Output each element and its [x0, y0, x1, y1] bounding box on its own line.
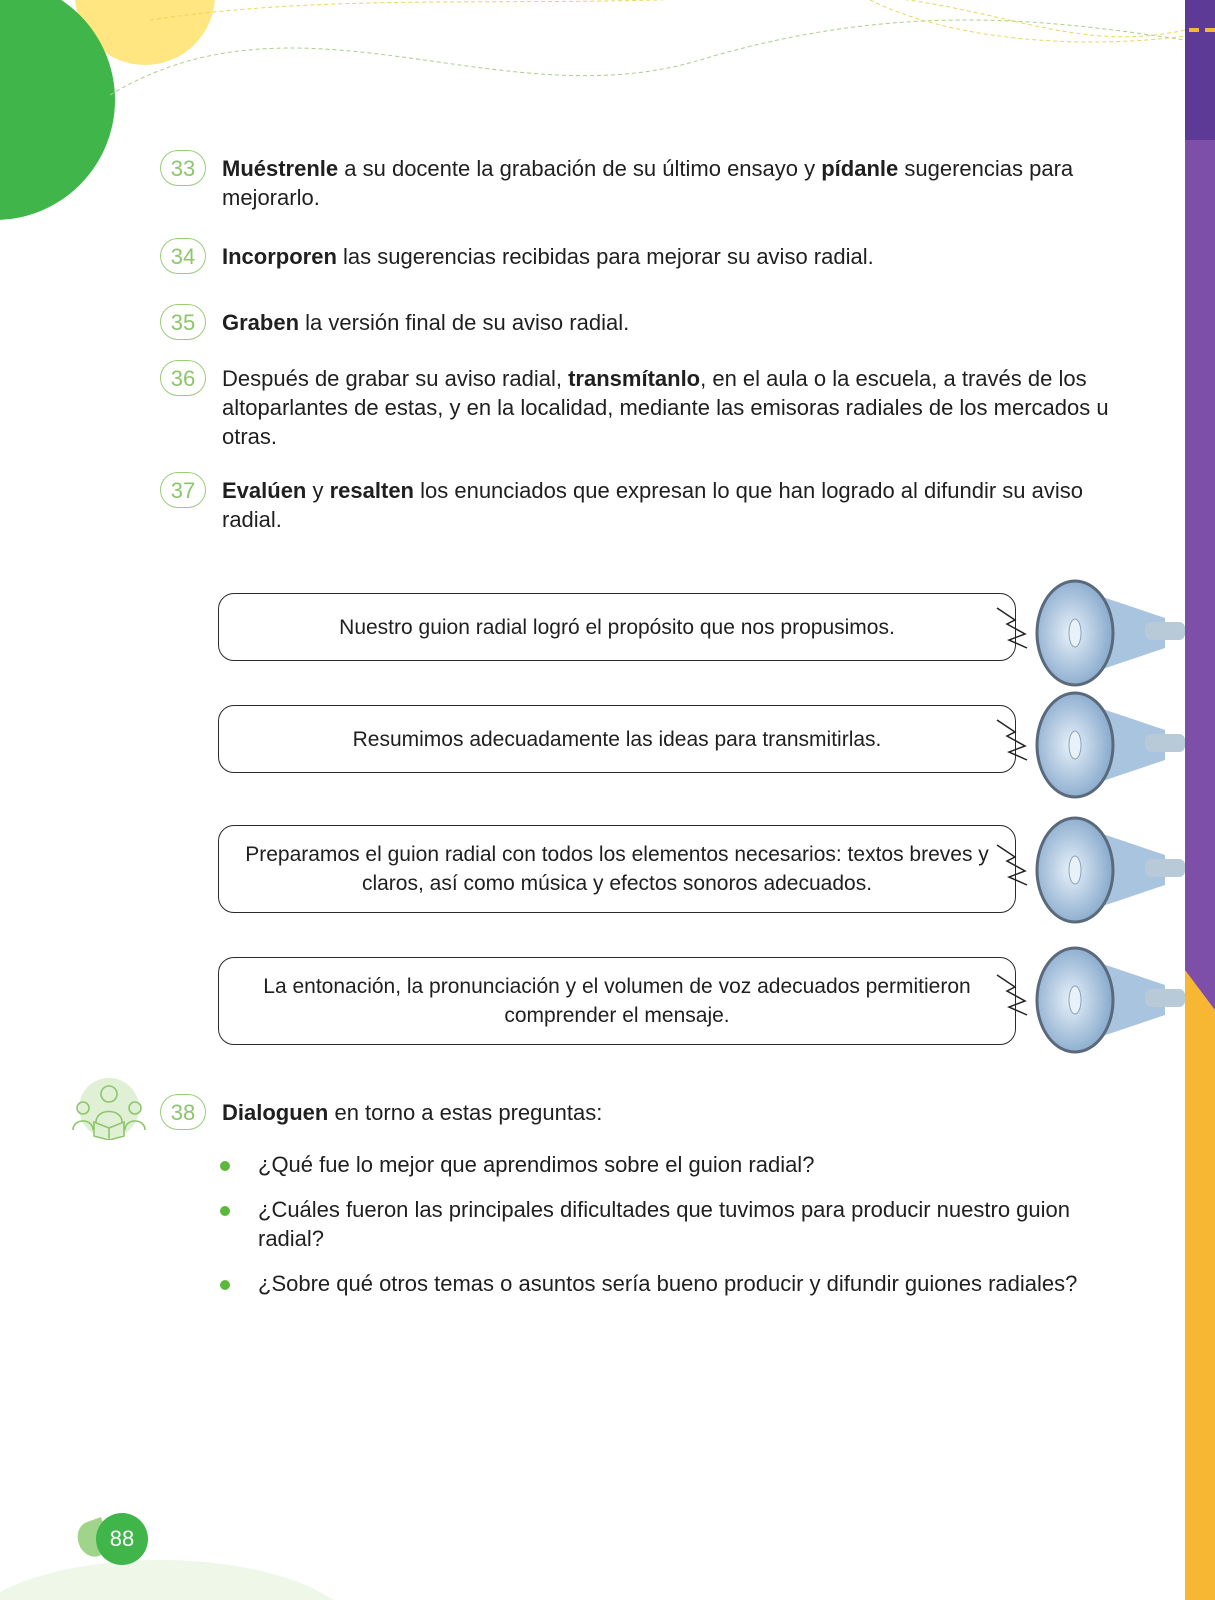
statement-box[interactable] [218, 593, 1016, 661]
step-verb: Dialoguen [222, 1100, 329, 1125]
group-reading-icon [68, 1078, 150, 1140]
megaphone-icon [995, 578, 1185, 688]
megaphone-icon [995, 690, 1185, 800]
step-text: Evalúen y resalten los enunciados que expresan lo que han logrado al difundir su aviso radial. [222, 478, 1084, 532]
bullet-icon [220, 1161, 230, 1171]
step-text: Muéstrenle a su docente la grabación de su último ensayo y pídanle sugerencias para mejorarlo. [222, 156, 1074, 210]
list-item: ¿Sobre qué otros temas o asuntos sería bueno producir y difundir guiones radiales? [218, 1269, 1098, 1298]
bullet-icon [220, 1206, 230, 1216]
step-number: 35 [160, 304, 206, 340]
step-36 [160, 360, 1120, 451]
step-verb: resalten [329, 478, 414, 503]
step-text: Graben la versión final de su aviso radial. [222, 310, 630, 335]
step-verb: transmítanlo [568, 366, 701, 391]
step-verb: Muéstrenle [222, 156, 339, 181]
step-text: Incorporen las sugerencias recibidas para mejorar su aviso radial. [222, 244, 874, 269]
step-35 [160, 304, 1120, 337]
step-verb: Graben [222, 310, 300, 335]
step-number: 36 [160, 360, 206, 396]
step-37 [160, 472, 1120, 534]
statement-box[interactable] [218, 705, 1016, 773]
step-verb: Incorporen [222, 244, 337, 269]
statement-text: La entonación, la pronunciación y el volumen de voz adecuados permitieron comprender el mensaje. [263, 975, 971, 1027]
statement-text: Preparamos el guion radial con todos los elementos necesarios: textos breves y claros, así como música y efectos sonoros adecuados. [245, 843, 989, 895]
list-item: ¿Qué fue lo mejor que aprendimos sobre el guion radial? [218, 1150, 1098, 1179]
step-number: 38 [160, 1094, 206, 1130]
step-34 [160, 238, 1120, 271]
step-verb: pídanle [821, 156, 899, 181]
step-number: 37 [160, 472, 206, 508]
list-item: ¿Cuáles fueron las principales dificultades que tuvimos para producir nuestro guion radial? [218, 1195, 1098, 1253]
bullet-icon [220, 1280, 230, 1290]
statement-box[interactable] [218, 825, 1016, 913]
step-number: 33 [160, 150, 206, 186]
step-text: Dialoguen en torno a estas preguntas: [222, 1100, 603, 1125]
questions-list [218, 1150, 1098, 1314]
statement-text: Nuestro guion radial logró el propósito que nos propusimos. [339, 615, 895, 639]
step-38 [160, 1094, 1120, 1127]
megaphone-icon [995, 945, 1185, 1055]
step-verb: Evalúen [222, 478, 307, 503]
side-color-bar [1185, 0, 1215, 1600]
step-33 [160, 150, 1120, 212]
page-number: 88 [96, 1513, 148, 1565]
megaphone-icon [995, 815, 1185, 925]
statement-box[interactable] [218, 957, 1016, 1045]
step-text: Después de grabar su aviso radial, transmítanlo, en el aula o la escuela, a través de los altoparlantes de estas, y en la localidad, mediante las emisoras radiales de los mercados u otras. [222, 366, 1109, 449]
statement-text: Resumimos adecuadamente las ideas para transmitirlas. [352, 727, 882, 751]
step-number: 34 [160, 238, 206, 274]
